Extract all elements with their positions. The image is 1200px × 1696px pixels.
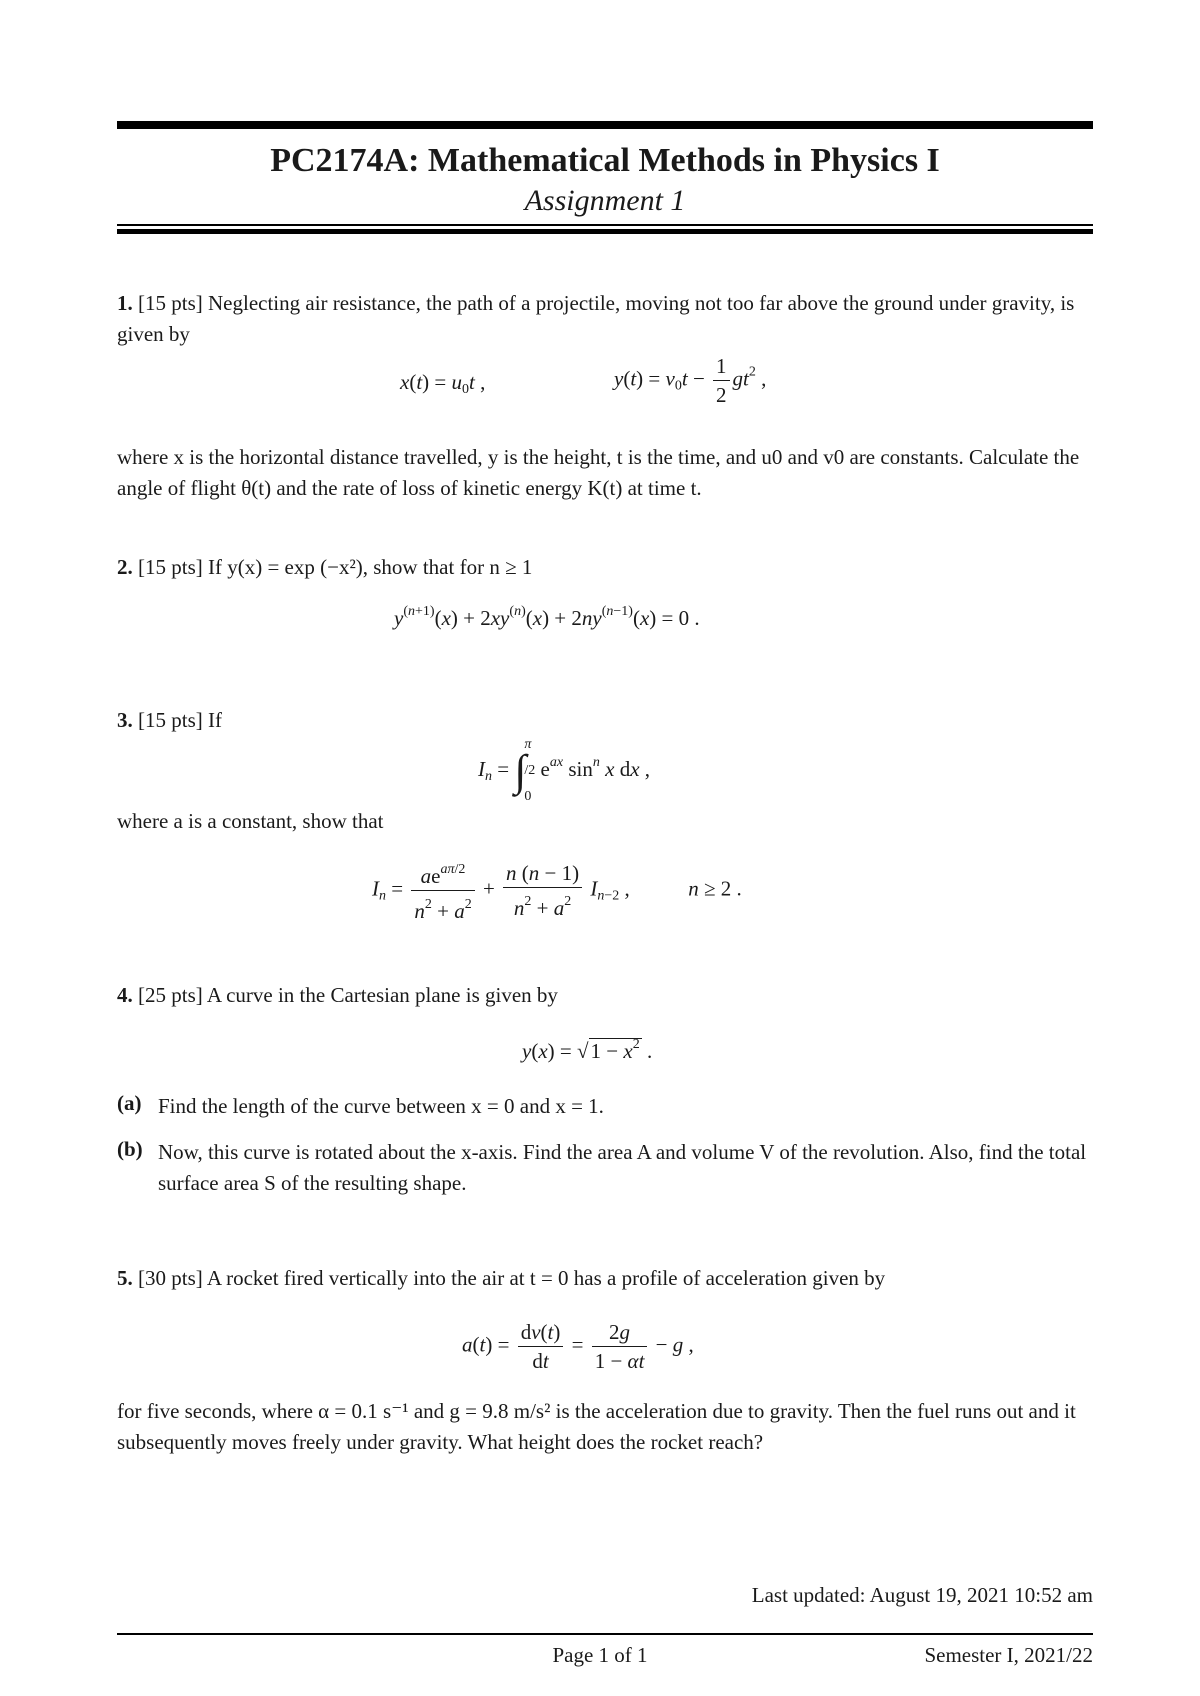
equation-curve: $y(x) = √1 - x^2$ . (522, 1037, 653, 1063)
question-5-continuation: for five seconds, where α = 0.1 s⁻¹ and g = 9.8 m/s² is the acceleration due to gravity. Then the fuel runs out and it subsequently moves freely under gravity. What height does the rocket reach? (117, 1399, 1076, 1454)
question-text: [15 pts] Neglecting air resistance, the path of a projectile, moving not too far above the ground under gravity, is given by (117, 291, 1075, 346)
question-3-continuation: where a is a constant, show that (117, 809, 384, 833)
header-top-rule (117, 121, 1093, 129)
question-text: [15 pts] If (138, 708, 222, 732)
question-5 (117, 1263, 1097, 1294)
question-text: [30 pts] A rocket fired vertically into the air at t = 0 has a profile of acceleration given by (138, 1266, 886, 1290)
question-number: 4. (117, 983, 133, 1007)
question-text: [15 pts] If y(x) = exp (−x²), show that for n ≥ 1 (138, 555, 533, 579)
question-number: 3. (117, 708, 133, 732)
header-bottom-rule (117, 229, 1093, 234)
equation-integral-In: $I_n$ = ∫ π /2 0 $e^{ax}$ $\sin^n x$ dx , (478, 737, 651, 804)
last-updated: Last updated: August 19, 2021 10:52 am (751, 1583, 1093, 1607)
footer-rule (117, 1633, 1093, 1635)
equation-recurrence: $y^{(n+1)}(x) + 2xy^{(n)}(x) + 2ny^{(n-1)}(x) = 0$ . (394, 604, 700, 630)
semester-label: Semester I, 2021/22 (924, 1643, 1093, 1667)
question-1 (117, 288, 1097, 350)
page-number: Page 1 of 1 (552, 1643, 648, 1667)
question-number: 5. (117, 1266, 133, 1290)
part-a-text: Find the length of the curve between x = 0 and x = 1. (158, 1094, 604, 1118)
question-2 (117, 552, 1097, 583)
question-number: 1. (117, 291, 133, 315)
equation-reduction-formula: $I_n$ = $\frac{ae^{a\pi/2}}{n^2 + a^2}$ + $\frac{n (n - 1)}{n^2 + a^2}$ $I_{n-2}$ , n ≥ 2 . (372, 856, 742, 925)
equation-projectile-x: $x(t) = u_0t$ , (400, 370, 486, 397)
page-title: PC2174A: Mathematical Methods in Physics I (270, 142, 940, 179)
equation-projectile-y: $y(t) = v_0t$ − $\frac{1}{2}$ $gt^2$ , (614, 354, 767, 407)
question-4 (117, 980, 1097, 1011)
question-1-continuation: where x is the horizontal distance travelled, y is the height, t is the time, and u0 and v0 are constants. Calculate the angle of flight θ(t) and the rate of loss of kinetic energy K(t) at time t. (117, 445, 1080, 500)
part-b-text: Now, this curve is rotated about the x-axis. Find the area A and volume V of the revolution. Also, find the total surface area S of the resulting shape. (158, 1140, 1087, 1195)
part-b-label: (b) (117, 1137, 143, 1161)
page-subtitle: Assignment 1 (524, 184, 686, 217)
question-text: [25 pts] A curve in the Cartesian plane is given by (138, 983, 558, 1007)
part-a-label: (a) (117, 1091, 142, 1115)
equation-acceleration: a(t) = $\frac{dv(t)}{dt}$ = $\frac{2g}{1 - \alpha t}$ − g , (462, 1320, 694, 1373)
question-number: 2. (117, 555, 133, 579)
header-bottom-rule-thin (117, 224, 1093, 226)
